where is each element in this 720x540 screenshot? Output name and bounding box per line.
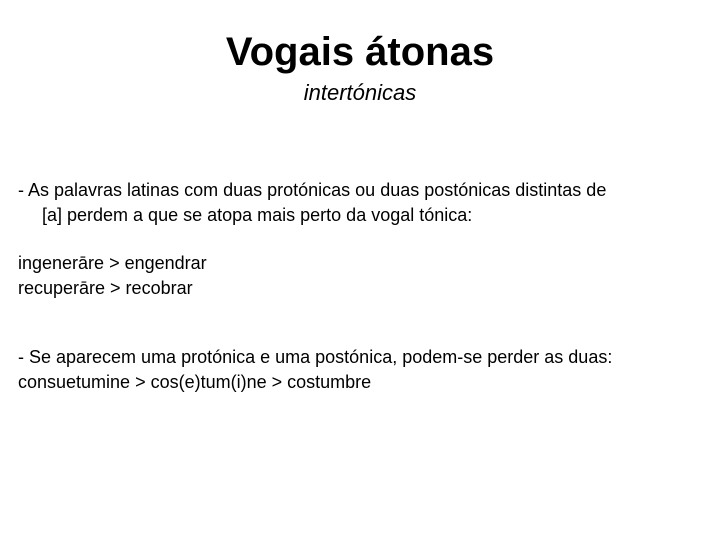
bullet-1-line-1: - As palavras latinas com duas protónicas ou duas postónicas distintas de [18,180,607,200]
slide-subtitle: intertónicas [303,80,417,105]
bullet-2-line-2: consuetumine > cos(e)tum(i)ne > costumbre [18,372,372,392]
slide-title: Vogais átonas [225,30,495,74]
bullet-1-line-2: [a] perdem a que se atopa mais perto da vogal tónica: [42,205,473,225]
bullet-paragraph-1 [18,178,708,228]
bullet-paragraph-2 [18,345,708,395]
example-item: recuperāre > recobrar [18,278,193,298]
example-list-1 [18,251,708,301]
example-item: ingenerāre > engendrar [18,253,207,273]
bullet-2-line-1: - Se aparecem uma protónica e uma postónica, podem-se perder as duas: [18,347,613,367]
